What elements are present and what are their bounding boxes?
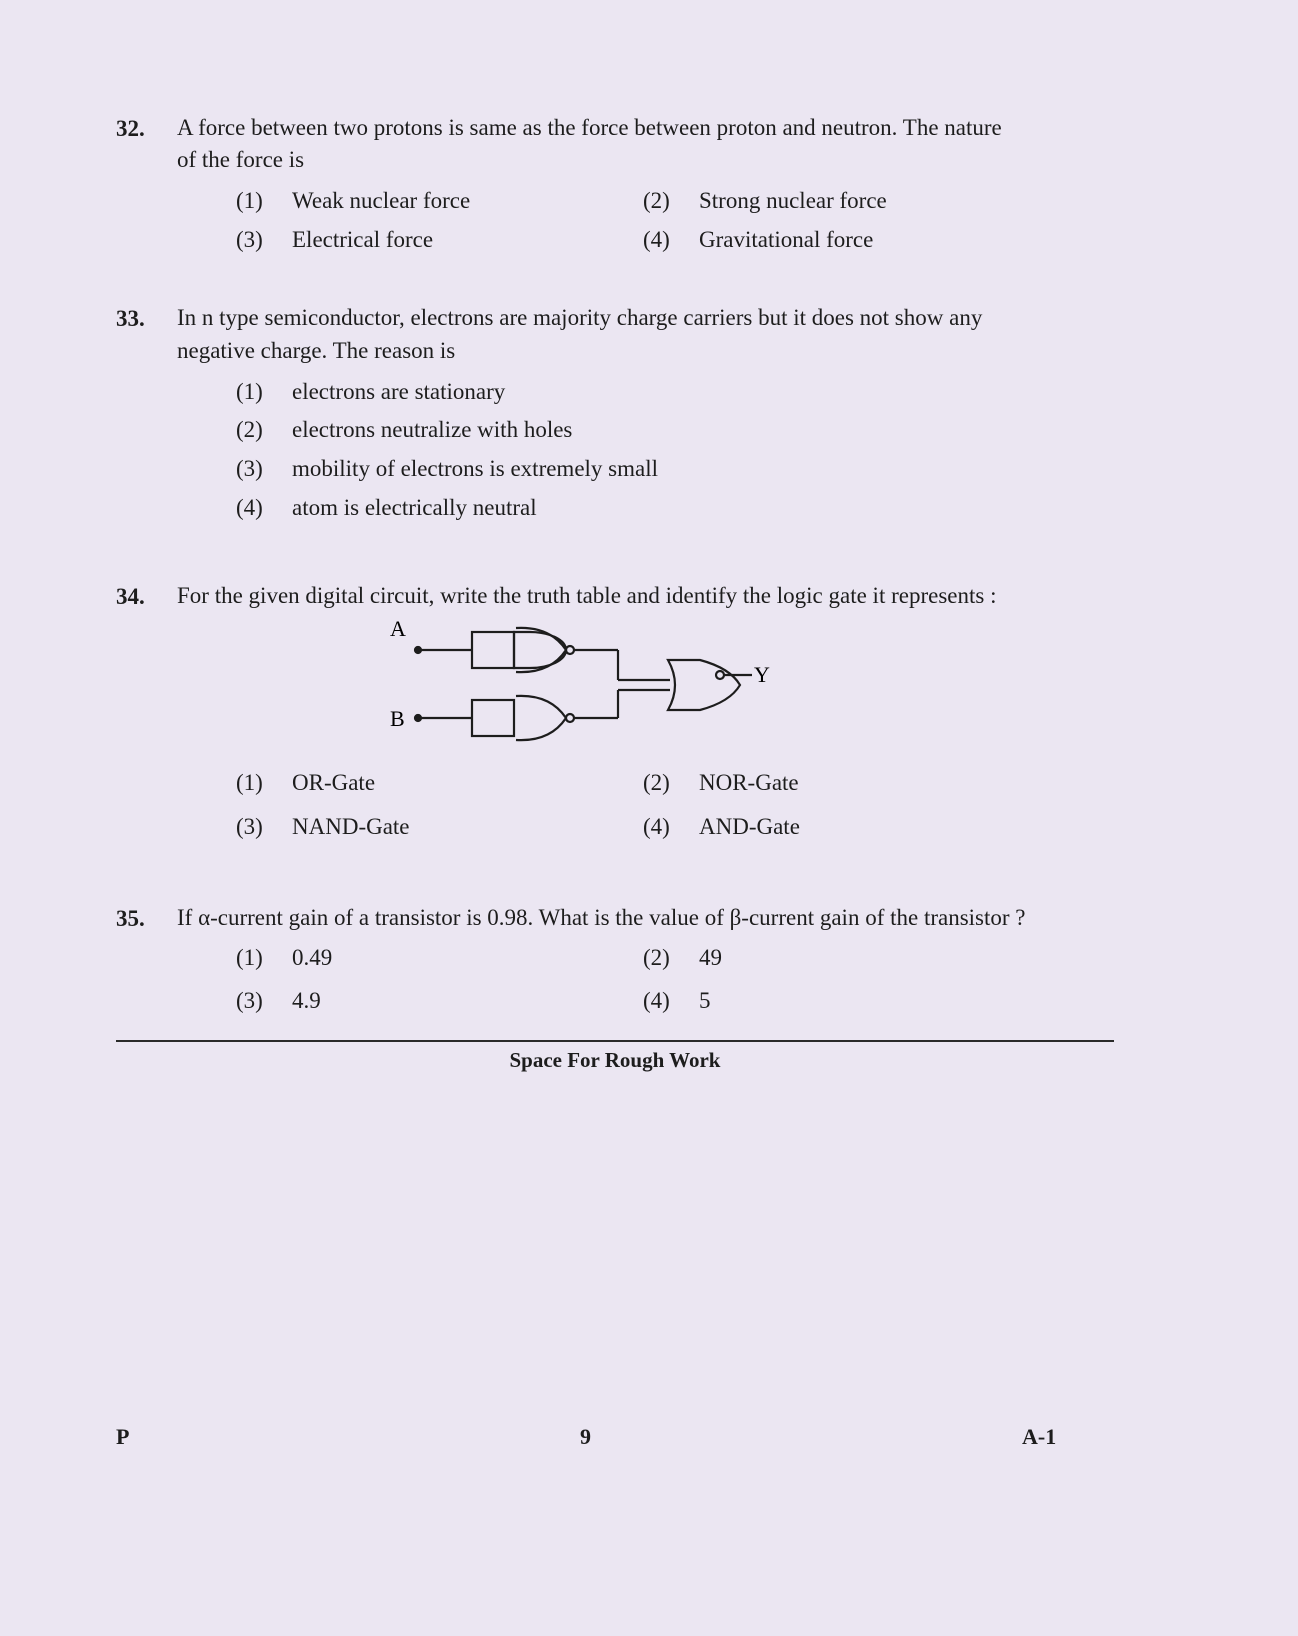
option-number: (4) <box>643 227 670 252</box>
option-text: electrons are stationary <box>292 379 506 404</box>
option-text: electrons neutralize with holes <box>292 417 573 442</box>
footer-left-code: P <box>116 1424 130 1449</box>
page-number: 9 <box>580 1424 591 1449</box>
option-number: (3) <box>236 227 263 252</box>
option-text: atom is electrically neutral <box>292 495 537 520</box>
option-number: (1) <box>236 945 263 970</box>
option-text: 49 <box>699 945 722 970</box>
gate-a-body <box>516 628 566 672</box>
input-a-label: A <box>390 620 406 641</box>
option-text: Gravitational force <box>699 227 874 252</box>
q34-option-4 <box>643 814 800 840</box>
q33-number: 33. <box>116 306 145 331</box>
q33-text-line1: In n type semiconductor, electrons are majority charge carriers but it does not show any <box>177 305 983 330</box>
option-text: Weak nuclear force <box>292 188 471 213</box>
inverter-bubble-b <box>566 714 574 722</box>
input-b-label: B <box>390 706 405 731</box>
q32-number: 32. <box>116 116 145 141</box>
option-text: mobility of electrons is extremely small <box>292 456 659 481</box>
q35-option-1 <box>236 945 332 971</box>
option-text: AND-Gate <box>699 814 800 839</box>
q35-option-3 <box>236 988 321 1014</box>
option-number: (2) <box>643 945 670 970</box>
q33-option-1 <box>236 379 505 405</box>
output-bubble <box>716 671 724 679</box>
q32-option-1 <box>236 188 470 214</box>
gate-b-body <box>516 696 566 740</box>
option-number: (3) <box>236 814 263 839</box>
gate-box-b <box>472 700 514 736</box>
option-text: Strong nuclear force <box>699 188 887 213</box>
nand-gate-a <box>514 632 566 668</box>
option-number: (1) <box>236 379 263 404</box>
q35-option-4 <box>643 988 711 1014</box>
option-text: Electrical force <box>292 227 434 252</box>
q34-text-line1: For the given digital circuit, write the truth table and identify the logic gate it represents : <box>177 583 997 608</box>
option-number: (3) <box>236 988 263 1013</box>
q34-number: 34. <box>116 584 145 609</box>
q32-option-2 <box>643 188 887 214</box>
q32-text-line2: of the force is <box>177 147 305 172</box>
q33-text-line2: negative charge. The reason is <box>177 338 456 363</box>
logic-circuit-diagram <box>390 620 810 770</box>
rough-work-divider <box>116 1040 1114 1042</box>
rough-work-label: Space For Rough Work <box>509 1048 721 1072</box>
option-number: (2) <box>236 417 263 442</box>
output-gate <box>668 660 740 710</box>
footer-right-code: A-1 <box>1022 1424 1057 1449</box>
q32-option-3 <box>236 227 433 253</box>
option-number: (4) <box>643 814 670 839</box>
q33-option-2 <box>236 417 572 443</box>
option-number: (3) <box>236 456 263 481</box>
option-number: (1) <box>236 188 263 213</box>
option-text: NOR-Gate <box>699 770 799 795</box>
q35-text-line1: If α-current gain of a transistor is 0.98. What is the value of β-current gain of the transistor ? <box>177 905 1026 930</box>
q35-option-2 <box>643 945 722 971</box>
option-text: OR-Gate <box>292 770 376 795</box>
q33-option-4 <box>236 495 537 521</box>
option-number: (4) <box>236 495 263 520</box>
q34-option-3 <box>236 814 410 840</box>
option-text: 5 <box>699 988 711 1013</box>
option-text: 0.49 <box>292 945 333 970</box>
option-number: (2) <box>643 188 670 213</box>
output-y-label: Y <box>754 662 770 687</box>
option-text: NAND-Gate <box>292 814 410 839</box>
option-text: 4.9 <box>292 988 321 1013</box>
q34-option-2 <box>643 770 799 796</box>
q35-number: 35. <box>116 906 145 931</box>
q32-text-line1: A force between two protons is same as the force between proton and neutron. The nature <box>177 115 1002 140</box>
option-number: (1) <box>236 770 263 795</box>
option-number: (4) <box>643 988 670 1013</box>
q33-option-3 <box>236 456 658 482</box>
option-number: (2) <box>643 770 670 795</box>
q32-option-4 <box>643 227 873 253</box>
gate-box-a <box>472 632 514 668</box>
q34-option-1 <box>236 770 375 796</box>
